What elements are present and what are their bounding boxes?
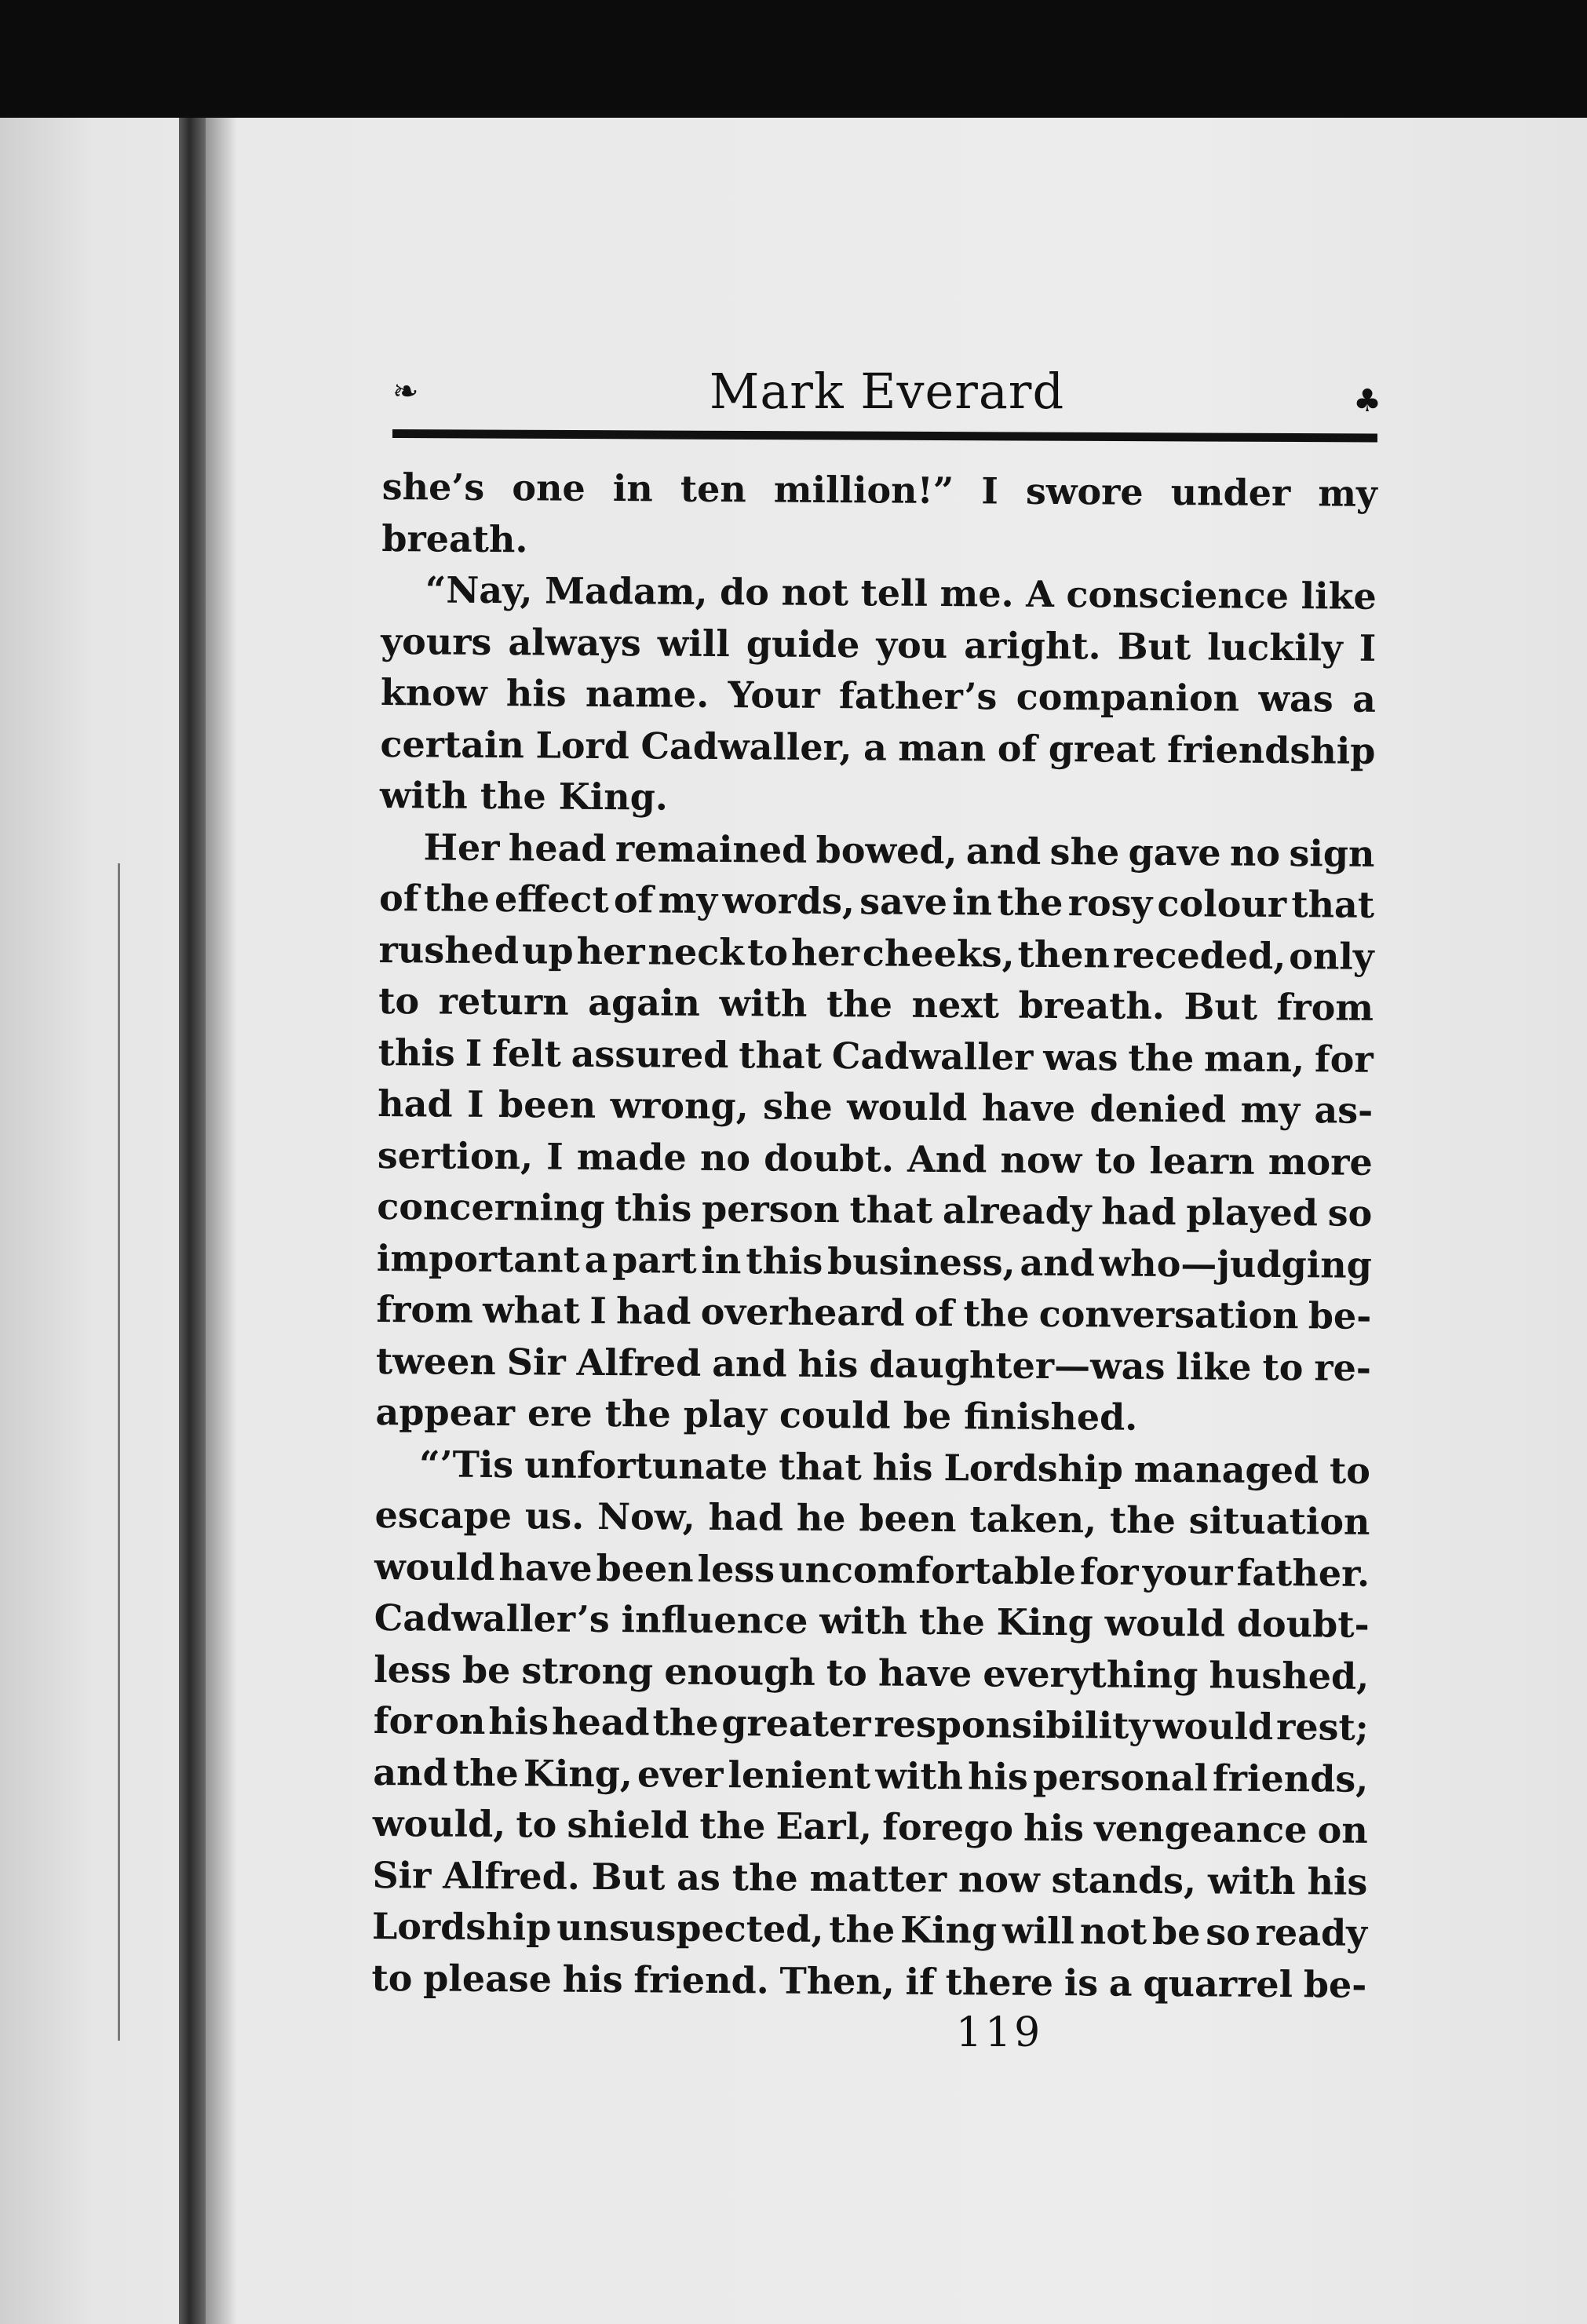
text-line: rushed up her neck to her cheeks, then receded, only <box>378 928 1374 978</box>
text-line: to return again with the next breath. But from <box>378 979 1374 1029</box>
text-line: with the King. <box>379 773 669 819</box>
text-line: from what I had overheard of the conversation be- <box>376 1287 1372 1337</box>
text-line: sertion, I made no doubt. And now to learn more <box>377 1133 1373 1184</box>
text-line: concerning this person that already had played so <box>377 1184 1373 1235</box>
text-line: Lordship unsuspected, the King will not be so ready <box>371 1904 1368 1954</box>
text-line: she’s one in ten million!” I swore under my <box>381 465 1377 515</box>
leaf-ornament-icon: ❧ <box>392 374 419 410</box>
body-text <box>371 462 1377 2011</box>
text-line: know his name. Your father’s companion was a <box>380 670 1377 721</box>
club-ornament-icon: ♣ <box>1353 383 1381 419</box>
text-line: Sir Alfred. But as the matter now stands, with his <box>372 1853 1368 1903</box>
text-line: Her head remained bowed, and she gave no sign <box>423 825 1375 875</box>
page-number: 119 <box>956 2009 1044 2056</box>
text-line: less be strong enough to have everything hushed, <box>374 1647 1370 1698</box>
text-line: “Nay, Madam, do not tell me. A conscience like <box>425 568 1377 618</box>
text-line: yours always will guide you aright. But luckily I <box>381 619 1377 669</box>
text-line: certain Lord Cadwaller, a man of great friendship <box>380 722 1376 772</box>
running-title: Mark Everard <box>709 363 1065 420</box>
running-header <box>392 363 1381 433</box>
text-line: “’Tis unfortunate that his Lordship managed to <box>418 1442 1371 1492</box>
text-line: Cadwaller’s influence with the King would doubt- <box>374 1596 1370 1646</box>
gutter-shadow <box>206 118 237 2324</box>
text-line: had I been wrong, she would have denied my as- <box>378 1082 1374 1132</box>
binding-gutter <box>179 118 206 2324</box>
text-line: escape us. Now, had he been taken, the situation <box>374 1493 1370 1543</box>
text-line: this I felt assured that Cadwaller was the man, for <box>378 1031 1374 1081</box>
text-line: of the effect of my words, save in the rosy colour that <box>378 876 1375 926</box>
page-edge-line <box>118 863 120 2041</box>
text-line: important a part in this business, and who—judging <box>376 1236 1373 1286</box>
text-line: and the King, ever lenient with his personal friends, <box>373 1750 1369 1800</box>
text-line: for on his head the greater responsibility would rest; <box>373 1698 1369 1749</box>
text-line: breath. <box>381 516 528 560</box>
text-line: tween Sir Alfred and his daughter—was like to re- <box>375 1339 1372 1389</box>
text-line: would, to shield the Earl, forego his vengeance on <box>372 1801 1368 1852</box>
text-line: to please his friend. Then, if there is a quarrel be- <box>371 1956 1367 2006</box>
text-line: would have been less uncomfortable for your father. <box>374 1545 1370 1595</box>
text-line: appear ere the play could be finished. <box>375 1390 1138 1439</box>
